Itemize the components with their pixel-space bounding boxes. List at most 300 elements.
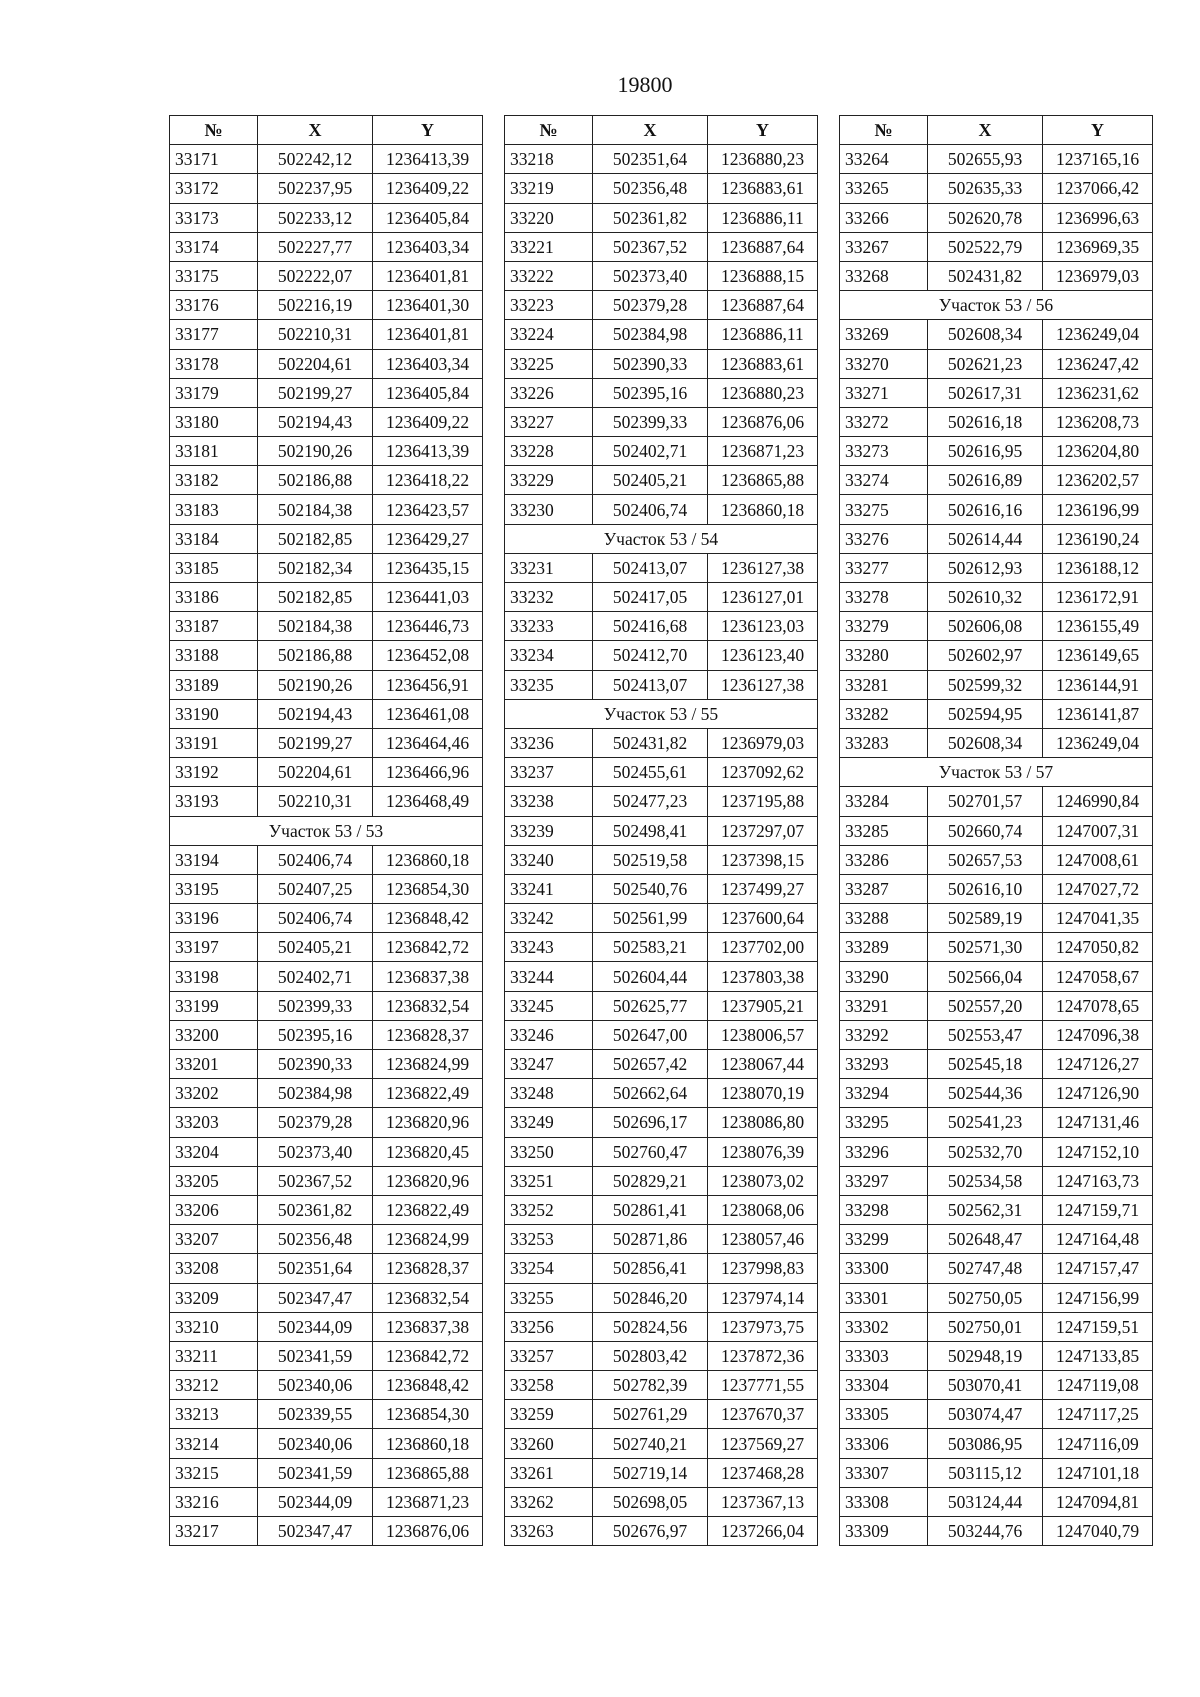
table-row	[505, 1108, 818, 1137]
point-number-cell: 33305	[840, 1400, 928, 1429]
point-number-cell: 33227	[505, 407, 593, 436]
y-coordinate-cell: 1236880,23	[708, 378, 818, 407]
section-title: Участок 53 / 55	[505, 699, 818, 728]
point-number-cell: 33244	[505, 962, 593, 991]
point-number-cell: 33231	[505, 553, 593, 582]
point-number-cell: 33217	[170, 1517, 258, 1546]
point-number-cell: 33304	[840, 1371, 928, 1400]
table-row	[505, 1517, 818, 1546]
y-coordinate-cell: 1236842,72	[373, 1341, 483, 1370]
table-row	[505, 1050, 818, 1079]
table-row	[505, 1371, 818, 1400]
table-row	[170, 495, 483, 524]
x-coordinate-cell: 502204,61	[258, 758, 373, 787]
table-row	[840, 495, 1153, 524]
point-number-cell: 33229	[505, 466, 593, 495]
y-coordinate-cell: 1236886,11	[708, 203, 818, 232]
point-number-cell: 33198	[170, 962, 258, 991]
table-row	[840, 437, 1153, 466]
table-row	[505, 145, 818, 174]
x-coordinate-cell: 502237,95	[258, 174, 373, 203]
y-coordinate-cell: 1236828,37	[373, 1254, 483, 1283]
table-row	[505, 612, 818, 641]
y-coordinate-cell: 1247119,08	[1043, 1371, 1153, 1400]
y-coordinate-cell: 1247101,18	[1043, 1458, 1153, 1487]
x-coordinate-cell: 502216,19	[258, 291, 373, 320]
table-row	[840, 612, 1153, 641]
y-coordinate-cell: 1247156,99	[1043, 1283, 1153, 1312]
table-row	[170, 1020, 483, 1049]
table-row	[170, 904, 483, 933]
x-coordinate-cell: 502557,20	[928, 991, 1043, 1020]
y-coordinate-cell: 1247159,71	[1043, 1195, 1153, 1224]
point-number-cell: 33274	[840, 466, 928, 495]
point-number-cell: 33173	[170, 203, 258, 232]
x-coordinate-cell: 502856,41	[593, 1254, 708, 1283]
x-coordinate-cell: 502571,30	[928, 933, 1043, 962]
x-coordinate-cell: 502616,89	[928, 466, 1043, 495]
y-coordinate-cell: 1247159,51	[1043, 1312, 1153, 1341]
point-number-cell: 33268	[840, 261, 928, 290]
y-coordinate-cell: 1236231,62	[1043, 378, 1153, 407]
y-coordinate-cell: 1236822,49	[373, 1079, 483, 1108]
table-row	[170, 378, 483, 407]
point-number-cell: 33298	[840, 1195, 928, 1224]
table-row	[505, 1020, 818, 1049]
table-row	[505, 1312, 818, 1341]
table-row	[840, 1429, 1153, 1458]
point-number-cell: 33196	[170, 904, 258, 933]
page-number: 19800	[617, 72, 673, 97]
x-coordinate-cell: 502399,33	[258, 991, 373, 1020]
x-coordinate-cell: 502604,44	[593, 962, 708, 991]
point-number-cell: 33265	[840, 174, 928, 203]
y-coordinate-cell: 1247164,48	[1043, 1225, 1153, 1254]
x-coordinate-cell: 502761,29	[593, 1400, 708, 1429]
y-coordinate-cell: 1237998,83	[708, 1254, 818, 1283]
x-coordinate-cell: 502407,25	[258, 874, 373, 903]
x-coordinate-cell: 502566,04	[928, 962, 1043, 991]
point-number-cell: 33292	[840, 1020, 928, 1049]
x-coordinate-cell: 502390,33	[593, 349, 708, 378]
point-number-cell: 33269	[840, 320, 928, 349]
x-coordinate-cell: 502406,74	[258, 904, 373, 933]
point-number-cell: 33215	[170, 1458, 258, 1487]
x-coordinate-cell: 502562,31	[928, 1195, 1043, 1224]
table-row	[505, 1429, 818, 1458]
header-row	[840, 116, 1153, 145]
point-number-cell: 33207	[170, 1225, 258, 1254]
section-row	[505, 699, 818, 728]
point-number-cell: 33171	[170, 145, 258, 174]
point-number-cell: 33228	[505, 437, 593, 466]
x-coordinate-cell: 502373,40	[258, 1137, 373, 1166]
point-number-cell: 33275	[840, 495, 928, 524]
y-coordinate-cell: 1247163,73	[1043, 1166, 1153, 1195]
table-row	[505, 349, 818, 378]
point-number-cell: 33264	[840, 145, 928, 174]
y-coordinate-cell: 1236452,08	[373, 641, 483, 670]
table-row	[505, 933, 818, 962]
table-row	[170, 553, 483, 582]
point-number-cell: 33252	[505, 1195, 593, 1224]
x-coordinate-cell: 502455,61	[593, 758, 708, 787]
table-row	[170, 699, 483, 728]
y-coordinate-cell: 1236824,99	[373, 1050, 483, 1079]
section-title: Участок 53 / 57	[840, 758, 1153, 787]
point-number-cell: 33270	[840, 349, 928, 378]
point-number-cell: 33204	[170, 1137, 258, 1166]
point-number-cell: 33279	[840, 612, 928, 641]
point-number-cell: 33179	[170, 378, 258, 407]
x-coordinate-cell: 502182,85	[258, 583, 373, 612]
x-coordinate-cell: 502361,82	[593, 203, 708, 232]
header-y: Y	[1043, 116, 1153, 145]
x-coordinate-cell: 502676,97	[593, 1517, 708, 1546]
point-number-cell: 33246	[505, 1020, 593, 1049]
y-coordinate-cell: 1237670,37	[708, 1400, 818, 1429]
x-coordinate-cell: 502341,59	[258, 1458, 373, 1487]
x-coordinate-cell: 502412,70	[593, 641, 708, 670]
x-coordinate-cell: 503244,76	[928, 1517, 1043, 1546]
point-number-cell: 33288	[840, 904, 928, 933]
y-coordinate-cell: 1236860,18	[373, 1429, 483, 1458]
y-coordinate-cell: 1236969,35	[1043, 232, 1153, 261]
point-number-cell: 33201	[170, 1050, 258, 1079]
y-coordinate-cell: 1236865,88	[708, 466, 818, 495]
x-coordinate-cell: 502599,32	[928, 670, 1043, 699]
point-number-cell: 33289	[840, 933, 928, 962]
table-row	[170, 1487, 483, 1516]
x-coordinate-cell: 502696,17	[593, 1108, 708, 1137]
y-coordinate-cell: 1236464,46	[373, 728, 483, 757]
x-coordinate-cell: 502698,05	[593, 1487, 708, 1516]
section-title: Участок 53 / 53	[170, 816, 483, 845]
table-row	[505, 1487, 818, 1516]
table-row	[505, 1195, 818, 1224]
y-coordinate-cell: 1236886,11	[708, 320, 818, 349]
y-coordinate-cell: 1247027,72	[1043, 874, 1153, 903]
y-coordinate-cell: 1236996,63	[1043, 203, 1153, 232]
table-row	[170, 145, 483, 174]
y-coordinate-cell: 1236871,23	[373, 1487, 483, 1516]
point-number-cell: 33295	[840, 1108, 928, 1137]
point-number-cell: 33211	[170, 1341, 258, 1370]
x-coordinate-cell: 502829,21	[593, 1166, 708, 1195]
x-coordinate-cell: 502199,27	[258, 728, 373, 757]
y-coordinate-cell: 1237266,04	[708, 1517, 818, 1546]
y-coordinate-cell: 1236409,22	[373, 407, 483, 436]
x-coordinate-cell: 502367,52	[258, 1166, 373, 1195]
point-number-cell: 33261	[505, 1458, 593, 1487]
y-coordinate-cell: 1236429,27	[373, 524, 483, 553]
table-row	[505, 991, 818, 1020]
point-number-cell: 33294	[840, 1079, 928, 1108]
table-row	[170, 407, 483, 436]
header-row	[505, 116, 818, 145]
coordinate-table-3	[839, 115, 1153, 1546]
x-coordinate-cell: 502589,19	[928, 904, 1043, 933]
x-coordinate-cell: 502662,64	[593, 1079, 708, 1108]
section-row	[505, 524, 818, 553]
y-coordinate-cell: 1247152,10	[1043, 1137, 1153, 1166]
header-number: №	[840, 116, 928, 145]
point-number-cell: 33266	[840, 203, 928, 232]
header-y: Y	[708, 116, 818, 145]
y-coordinate-cell: 1236887,64	[708, 291, 818, 320]
x-coordinate-cell: 502416,68	[593, 612, 708, 641]
point-number-cell: 33224	[505, 320, 593, 349]
y-coordinate-cell: 1236188,12	[1043, 553, 1153, 582]
x-coordinate-cell: 502657,42	[593, 1050, 708, 1079]
table-row	[170, 991, 483, 1020]
y-coordinate-cell: 1237092,62	[708, 758, 818, 787]
table-row	[170, 1371, 483, 1400]
y-coordinate-cell: 1236876,06	[373, 1517, 483, 1546]
y-coordinate-cell: 1236144,91	[1043, 670, 1153, 699]
table-row	[840, 1079, 1153, 1108]
x-coordinate-cell: 502750,05	[928, 1283, 1043, 1312]
point-number-cell: 33255	[505, 1283, 593, 1312]
x-coordinate-cell: 502871,86	[593, 1225, 708, 1254]
table-row	[170, 524, 483, 553]
point-number-cell: 33241	[505, 874, 593, 903]
y-coordinate-cell: 1236456,91	[373, 670, 483, 699]
y-coordinate-cell: 1236461,08	[373, 699, 483, 728]
y-coordinate-cell: 1236848,42	[373, 904, 483, 933]
y-coordinate-cell: 1247041,35	[1043, 904, 1153, 933]
table-row	[170, 1458, 483, 1487]
table-row	[505, 495, 818, 524]
point-number-cell: 33303	[840, 1341, 928, 1370]
table-row	[505, 1079, 818, 1108]
x-coordinate-cell: 502190,26	[258, 437, 373, 466]
y-coordinate-cell: 1236466,96	[373, 758, 483, 787]
table-row	[840, 524, 1153, 553]
point-number-cell: 33285	[840, 816, 928, 845]
x-coordinate-cell: 502199,27	[258, 378, 373, 407]
point-number-cell: 33208	[170, 1254, 258, 1283]
point-number-cell: 33293	[840, 1050, 928, 1079]
point-number-cell: 33297	[840, 1166, 928, 1195]
table-row	[840, 1020, 1153, 1049]
point-number-cell: 33245	[505, 991, 593, 1020]
y-coordinate-cell: 1236820,96	[373, 1108, 483, 1137]
point-number-cell: 33233	[505, 612, 593, 641]
x-coordinate-cell: 502602,97	[928, 641, 1043, 670]
x-coordinate-cell: 502344,09	[258, 1487, 373, 1516]
header-x: X	[258, 116, 373, 145]
y-coordinate-cell: 1237297,07	[708, 816, 818, 845]
x-coordinate-cell: 503070,41	[928, 1371, 1043, 1400]
point-number-cell: 33235	[505, 670, 593, 699]
point-number-cell: 33187	[170, 612, 258, 641]
x-coordinate-cell: 502384,98	[258, 1079, 373, 1108]
y-coordinate-cell: 1238006,57	[708, 1020, 818, 1049]
table-row	[505, 845, 818, 874]
y-coordinate-cell: 1236880,23	[708, 145, 818, 174]
point-number-cell: 33276	[840, 524, 928, 553]
point-number-cell: 33300	[840, 1254, 928, 1283]
point-number-cell: 33221	[505, 232, 593, 261]
y-coordinate-cell: 1236837,38	[373, 1312, 483, 1341]
point-number-cell: 33185	[170, 553, 258, 582]
x-coordinate-cell: 502351,64	[258, 1254, 373, 1283]
point-number-cell: 33236	[505, 728, 593, 757]
y-coordinate-cell: 1247078,65	[1043, 991, 1153, 1020]
x-coordinate-cell: 502803,42	[593, 1341, 708, 1370]
y-coordinate-cell: 1236123,40	[708, 641, 818, 670]
y-coordinate-cell: 1236435,15	[373, 553, 483, 582]
y-coordinate-cell: 1236860,18	[708, 495, 818, 524]
table-row	[170, 787, 483, 816]
point-number-cell: 33284	[840, 787, 928, 816]
x-coordinate-cell: 502431,82	[593, 728, 708, 757]
table-row	[505, 583, 818, 612]
coordinate-table-1	[169, 115, 483, 1546]
table-row	[505, 261, 818, 290]
x-coordinate-cell: 502545,18	[928, 1050, 1043, 1079]
point-number-cell: 33281	[840, 670, 928, 699]
y-coordinate-cell: 1236979,03	[1043, 261, 1153, 290]
table-row	[505, 641, 818, 670]
x-coordinate-cell: 503124,44	[928, 1487, 1043, 1516]
point-number-cell: 33240	[505, 845, 593, 874]
x-coordinate-cell: 502647,00	[593, 1020, 708, 1049]
table-row	[505, 728, 818, 757]
x-coordinate-cell: 502635,33	[928, 174, 1043, 203]
x-coordinate-cell: 502405,21	[593, 466, 708, 495]
x-coordinate-cell: 503115,12	[928, 1458, 1043, 1487]
y-coordinate-cell: 1236127,01	[708, 583, 818, 612]
x-coordinate-cell: 502379,28	[258, 1108, 373, 1137]
x-coordinate-cell: 502519,58	[593, 845, 708, 874]
y-coordinate-cell: 1236403,34	[373, 232, 483, 261]
y-coordinate-cell: 1236249,04	[1043, 728, 1153, 757]
x-coordinate-cell: 502341,59	[258, 1341, 373, 1370]
section-title: Участок 53 / 54	[505, 524, 818, 553]
point-number-cell: 33220	[505, 203, 593, 232]
y-coordinate-cell: 1236409,22	[373, 174, 483, 203]
table-row	[840, 1283, 1153, 1312]
section-row	[170, 816, 483, 845]
point-number-cell: 33250	[505, 1137, 593, 1166]
table-row	[170, 1137, 483, 1166]
point-number-cell: 33254	[505, 1254, 593, 1283]
x-coordinate-cell: 502861,41	[593, 1195, 708, 1224]
y-coordinate-cell: 1247117,25	[1043, 1400, 1153, 1429]
point-number-cell: 33286	[840, 845, 928, 874]
y-coordinate-cell: 1236401,81	[373, 320, 483, 349]
table-row	[840, 349, 1153, 378]
point-number-cell: 33308	[840, 1487, 928, 1516]
x-coordinate-cell: 502417,05	[593, 583, 708, 612]
x-coordinate-cell: 502612,93	[928, 553, 1043, 582]
x-coordinate-cell: 502402,71	[593, 437, 708, 466]
x-coordinate-cell: 503074,47	[928, 1400, 1043, 1429]
x-coordinate-cell: 502824,56	[593, 1312, 708, 1341]
table-row	[840, 1137, 1153, 1166]
x-coordinate-cell: 502351,64	[593, 145, 708, 174]
table-row	[170, 874, 483, 903]
y-coordinate-cell: 1236204,80	[1043, 437, 1153, 466]
table-row	[505, 1341, 818, 1370]
y-coordinate-cell: 1238057,46	[708, 1225, 818, 1254]
table-row	[170, 1108, 483, 1137]
point-number-cell: 33278	[840, 583, 928, 612]
y-coordinate-cell: 1237195,88	[708, 787, 818, 816]
x-coordinate-cell: 502522,79	[928, 232, 1043, 261]
table-row	[840, 1166, 1153, 1195]
table-row	[170, 933, 483, 962]
x-coordinate-cell: 502347,47	[258, 1283, 373, 1312]
section-row	[840, 758, 1153, 787]
y-coordinate-cell: 1236423,57	[373, 495, 483, 524]
table-row	[505, 904, 818, 933]
table-row	[505, 1166, 818, 1195]
x-coordinate-cell: 502948,19	[928, 1341, 1043, 1370]
point-number-cell: 33214	[170, 1429, 258, 1458]
x-coordinate-cell: 502379,28	[593, 291, 708, 320]
coordinate-table-2	[504, 115, 818, 1546]
y-coordinate-cell: 1238070,19	[708, 1079, 818, 1108]
x-coordinate-cell: 502846,20	[593, 1283, 708, 1312]
y-coordinate-cell: 1236468,49	[373, 787, 483, 816]
table-row	[170, 174, 483, 203]
y-coordinate-cell: 1247040,79	[1043, 1517, 1153, 1546]
point-number-cell: 33177	[170, 320, 258, 349]
x-coordinate-cell: 502760,47	[593, 1137, 708, 1166]
y-coordinate-cell: 1237367,13	[708, 1487, 818, 1516]
x-coordinate-cell: 502625,77	[593, 991, 708, 1020]
table-row	[840, 1371, 1153, 1400]
table-row	[505, 962, 818, 991]
y-coordinate-cell: 1236860,18	[373, 845, 483, 874]
x-coordinate-cell: 502384,98	[593, 320, 708, 349]
point-number-cell: 33182	[170, 466, 258, 495]
x-coordinate-cell: 502655,93	[928, 145, 1043, 174]
table-row	[170, 1312, 483, 1341]
x-coordinate-cell: 502608,34	[928, 728, 1043, 757]
table-row	[170, 232, 483, 261]
table-row	[170, 962, 483, 991]
x-coordinate-cell: 502204,61	[258, 349, 373, 378]
table-row	[840, 874, 1153, 903]
table-row	[170, 1283, 483, 1312]
y-coordinate-cell: 1237702,00	[708, 933, 818, 962]
y-coordinate-cell: 1247007,31	[1043, 816, 1153, 845]
table-row	[840, 174, 1153, 203]
x-coordinate-cell: 502222,07	[258, 261, 373, 290]
x-coordinate-cell: 502620,78	[928, 203, 1043, 232]
y-coordinate-cell: 1237600,64	[708, 904, 818, 933]
y-coordinate-cell: 1236854,30	[373, 1400, 483, 1429]
table-row	[840, 845, 1153, 874]
y-coordinate-cell: 1236837,38	[373, 962, 483, 991]
point-number-cell: 33194	[170, 845, 258, 874]
x-coordinate-cell: 502616,16	[928, 495, 1043, 524]
table-row	[840, 933, 1153, 962]
point-number-cell: 33209	[170, 1283, 258, 1312]
y-coordinate-cell: 1236842,72	[373, 933, 483, 962]
header-y: Y	[373, 116, 483, 145]
y-coordinate-cell: 1236127,38	[708, 553, 818, 582]
point-number-cell: 33172	[170, 174, 258, 203]
table-row	[840, 203, 1153, 232]
x-coordinate-cell: 502340,06	[258, 1429, 373, 1458]
table-row	[170, 758, 483, 787]
table-row	[170, 670, 483, 699]
